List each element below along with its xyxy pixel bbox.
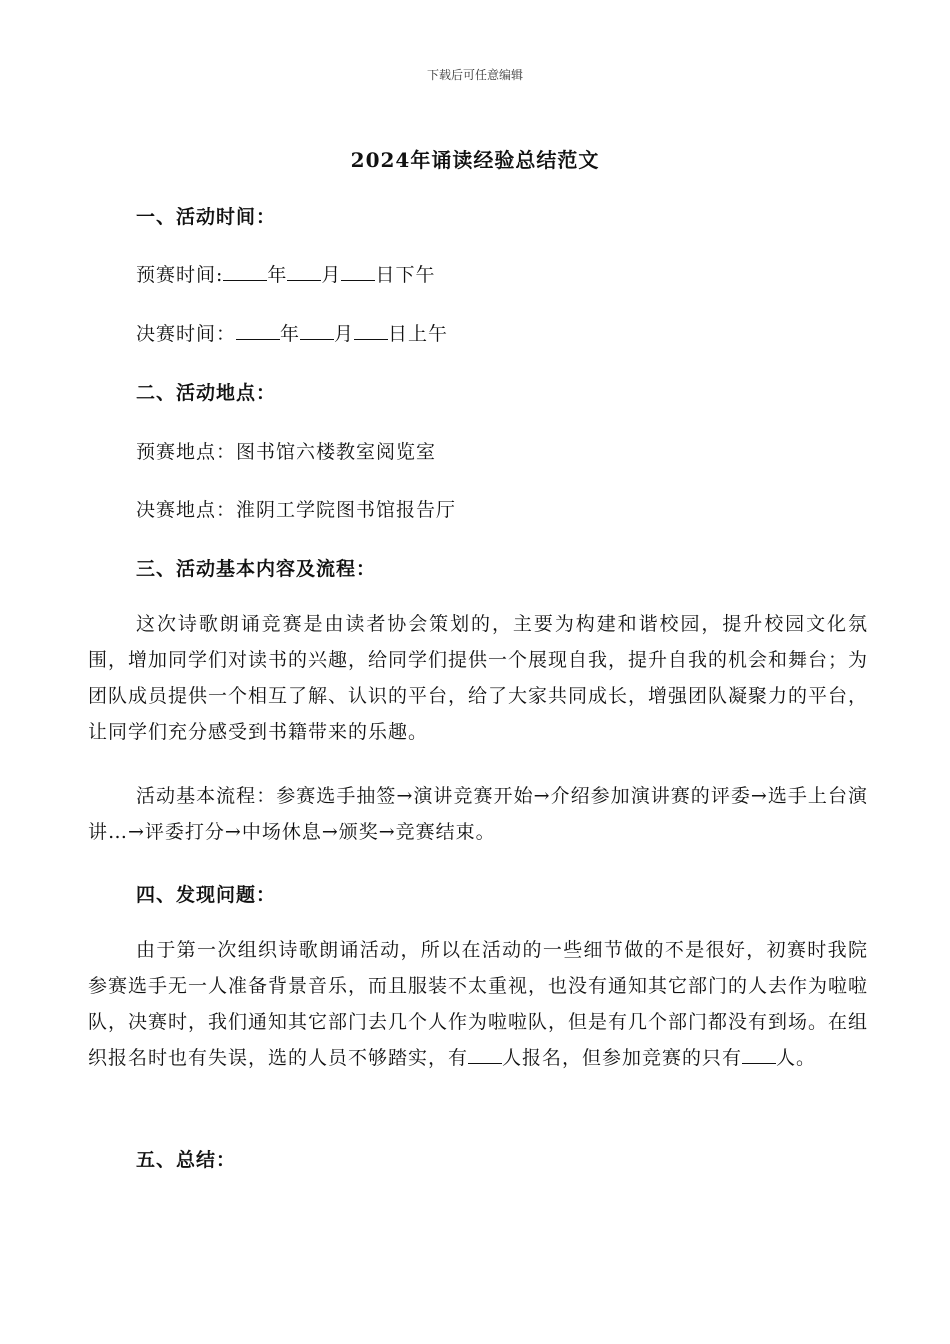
- year-unit: 年: [280, 323, 301, 345]
- year-unit: 年: [267, 264, 288, 286]
- section-4-text-1: 由于第一次组织诗歌朗诵活动，所以在活动的一些细节做的不是很好，初赛时我院参赛选手无一人准备背景音乐，而且服装不太重视，也没有通知其它部门的人去作为啦啦队，决赛时，我们通知其它部门去几个人作为啦啦队，但是有几个部门都没有到场。在组织报名时也有失误，选的人员不够踏实，有: [88, 939, 869, 1069]
- header-note: 下载后可任意编辑: [426, 68, 523, 82]
- month-unit: 月: [334, 323, 355, 345]
- final-time-label: 决赛时间：: [136, 323, 237, 345]
- section-2-heading: 二、活动地点：: [136, 382, 277, 404]
- month-unit: 月: [321, 264, 342, 286]
- section-4-heading: 四、发现问题：: [136, 884, 277, 906]
- section-4-paragraph: [88, 932, 868, 1076]
- section-4-text-2: 人报名，但参加竞赛的只有: [502, 1047, 743, 1069]
- section-4-text-3: 人。: [776, 1047, 817, 1069]
- prelim-time-line: [136, 260, 435, 287]
- section-3-heading: 三、活动基本内容及流程：: [136, 558, 377, 580]
- section-3-paragraph-2: 活动基本流程：参赛选手抽签→演讲竞赛开始→介绍参加演讲赛的评委→选手上台演讲…→评委打分→中场休息→颁奖→竞赛结束。: [88, 785, 868, 843]
- prelim-time-label: 预赛时间:: [136, 264, 224, 286]
- participant-count-blank: [742, 1045, 776, 1064]
- prelim-place: 预赛地点：图书馆六楼教室阅览室: [136, 441, 437, 463]
- final-place: 决赛地点：淮阴工学院图书馆报告厅: [136, 499, 457, 521]
- month-blank: [300, 321, 334, 340]
- day-am-unit: 日上午: [388, 323, 449, 345]
- section-3-paragraph-1: 这次诗歌朗诵竞赛是由读者协会策划的，主要为构建和谐校园，提升校园文化氛围，增加同学们对读书的兴趣，给同学们提供一个展现自我，提升自我的机会和舞台；为团队成员提供一个相互了解、认识的平台，给了大家共同成长，增强团队凝聚力的平台，让同学们充分感受到书籍带来的乐趣。: [88, 613, 869, 743]
- year-blank: [223, 262, 267, 281]
- month-blank: [287, 262, 321, 281]
- final-time-line: [136, 319, 448, 346]
- day-blank: [354, 321, 388, 340]
- day-pm-unit: 日下午: [375, 264, 436, 286]
- signup-count-blank: [468, 1045, 502, 1064]
- day-blank: [341, 262, 375, 281]
- section-5-heading: 五、总结：: [136, 1149, 237, 1171]
- document-title: 2024年诵读经验总结范文: [350, 148, 600, 172]
- year-blank: [236, 321, 280, 340]
- section-1-heading: 一、活动时间：: [136, 206, 277, 228]
